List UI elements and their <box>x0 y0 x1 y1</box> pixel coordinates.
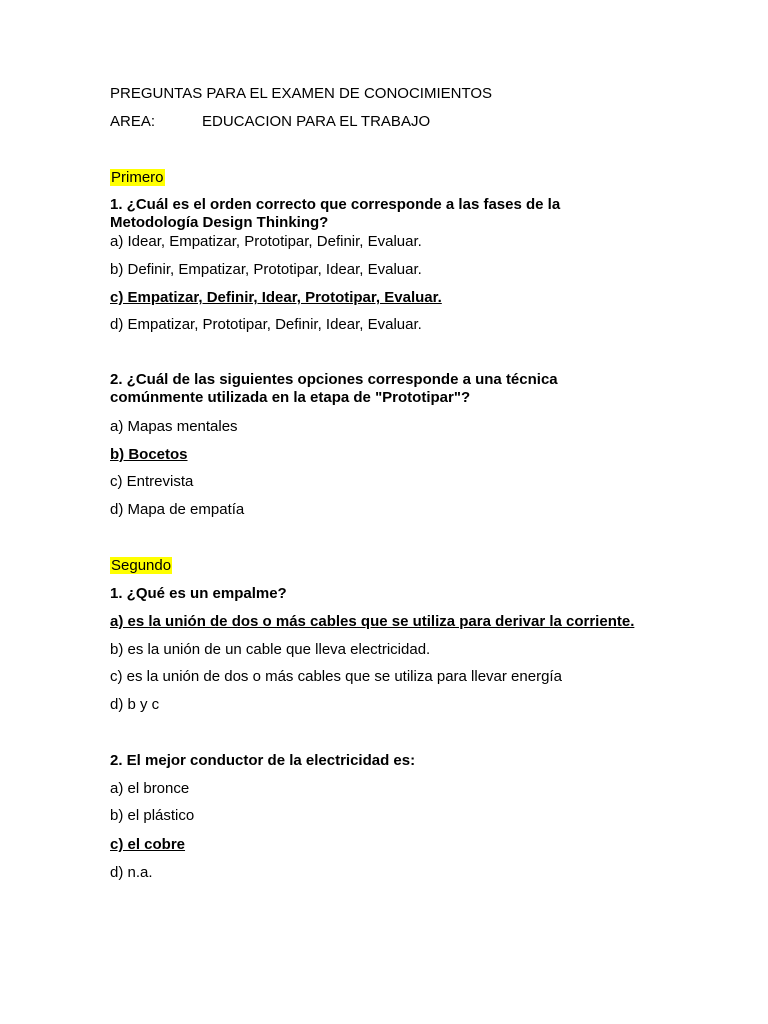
answer-option: d) b y c <box>110 696 160 713</box>
section-heading-highlight: Segundo <box>111 557 172 574</box>
area-label: AREA: <box>110 113 156 130</box>
answer-option: b) Definir, Empatizar, Prototipar, Idear, Evaluar. <box>110 261 422 278</box>
answer-option: a) Mapas mentales <box>110 418 238 435</box>
section-heading-primero <box>110 169 165 187</box>
question-text-line: 1. ¿Qué es un empalme? <box>110 585 287 602</box>
section-heading-highlight: Primero <box>111 169 164 186</box>
question-text-line: Metodología Design Thinking? <box>110 214 329 231</box>
document-title: PREGUNTAS PARA EL EXAMEN DE CONOCIMIENTOS <box>110 85 493 102</box>
answer-option: a) el bronce <box>110 780 190 797</box>
answer-option: d) Empatizar, Prototipar, Definir, Idear, Evaluar. <box>110 316 422 333</box>
correct-answer-option: c) Empatizar, Definir, Idear, Prototipar, Evaluar. <box>110 289 442 306</box>
question-text-line: comúnmente utilizada en la etapa de "Prototipar"? <box>110 389 471 406</box>
answer-option: c) Entrevista <box>110 473 194 490</box>
answer-option: d) Mapa de empatía <box>110 501 245 518</box>
question-text-line: 2. El mejor conductor de la electricidad es: <box>110 752 416 769</box>
answer-option: d) n.a. <box>110 864 153 881</box>
question-text-line: 2. ¿Cuál de las siguientes opciones corresponde a una técnica <box>110 371 558 388</box>
correct-answer-option: a) es la unión de dos o más cables que se utiliza para derivar la corriente. <box>110 613 635 630</box>
section-heading-segundo <box>110 557 172 575</box>
correct-answer-option: b) Bocetos <box>110 446 188 463</box>
area-value: EDUCACION PARA EL TRABAJO <box>202 113 431 130</box>
answer-option: a) Idear, Empatizar, Prototipar, Definir, Evaluar. <box>110 233 422 250</box>
answer-option: b) el plástico <box>110 807 195 824</box>
answer-option: c) es la unión de dos o más cables que se utiliza para llevar energía <box>110 668 562 685</box>
area-line <box>110 113 431 131</box>
correct-answer-option: c) el cobre <box>110 836 186 853</box>
question-text-line: 1. ¿Cuál es el orden correcto que corresponde a las fases de la <box>110 196 561 213</box>
answer-option: b) es la unión de un cable que lleva electricidad. <box>110 641 431 658</box>
